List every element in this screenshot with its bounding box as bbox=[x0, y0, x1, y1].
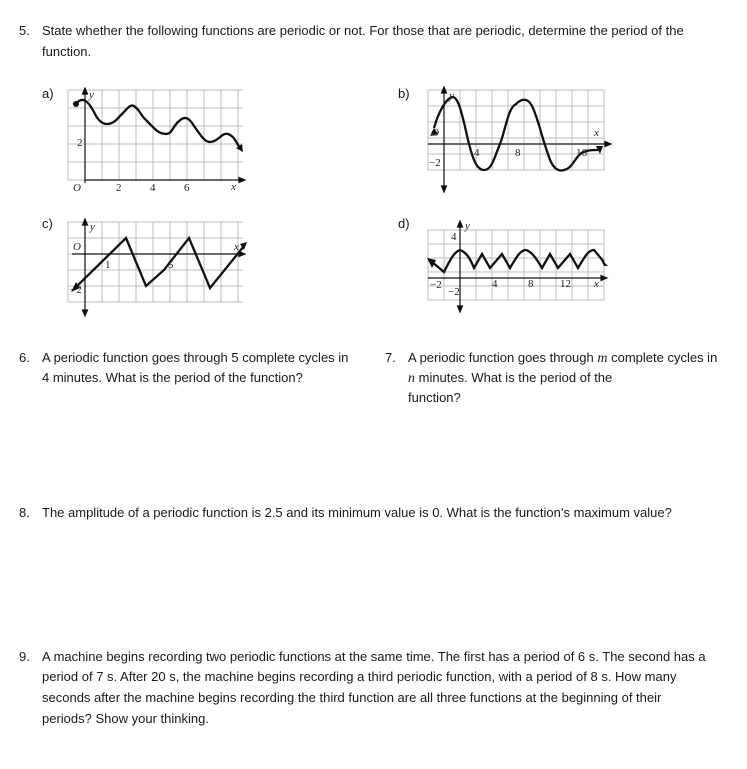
x-axis-label: x bbox=[594, 127, 599, 139]
question-7 bbox=[385, 347, 740, 411]
x-tick-label: 4 bbox=[492, 278, 498, 290]
x-tick-label: 6 bbox=[184, 182, 190, 194]
question-text-line3: seconds after the machine begins recording the third function are all three functions at the beginning of their bbox=[42, 690, 662, 705]
axes bbox=[72, 219, 245, 316]
x-tick-label: 12 bbox=[560, 278, 571, 290]
x-tick-label: 4 bbox=[150, 182, 156, 194]
axes bbox=[428, 87, 611, 192]
variable-n: n bbox=[408, 371, 415, 386]
curve-endpoint bbox=[73, 101, 79, 107]
function-curve bbox=[434, 97, 598, 170]
question-9 bbox=[19, 646, 734, 734]
grid bbox=[68, 90, 243, 180]
x-tick-label: 8 bbox=[515, 147, 521, 159]
variable-m: m bbox=[597, 351, 608, 366]
function-curve bbox=[76, 100, 240, 148]
x-tick-label-negative: −2 bbox=[430, 279, 442, 291]
x-tick-label: 4 bbox=[474, 147, 480, 159]
question-text-line4: periods? Show your thinking. bbox=[42, 711, 209, 726]
grid bbox=[68, 222, 243, 302]
graph-c bbox=[68, 218, 248, 318]
y-axis-label: y bbox=[90, 221, 95, 233]
text-fragment: A periodic function goes through bbox=[408, 350, 598, 365]
y-axis-label: y bbox=[89, 89, 94, 101]
origin-label: O bbox=[73, 241, 81, 253]
origin-label: O bbox=[431, 127, 439, 139]
question-text-line1 bbox=[408, 347, 717, 369]
graph-b-label: b) bbox=[398, 86, 410, 101]
graph-c-label: c) bbox=[42, 216, 53, 231]
function-curve bbox=[75, 238, 244, 288]
question-number: 9. bbox=[19, 649, 30, 664]
question-text-line1: A machine begins recording two periodic functions at the same time. The first has a period of 6 s. The second has a bbox=[42, 649, 706, 664]
question-text-line2: 4 minutes. What is the period of the function? bbox=[42, 370, 303, 385]
x-tick-label: 1 bbox=[105, 259, 111, 271]
y-axis-label: y bbox=[465, 220, 470, 232]
question-text-line3: function? bbox=[408, 390, 461, 405]
x-axis-label: x bbox=[594, 278, 599, 290]
graph-d-label: d) bbox=[398, 216, 410, 231]
question-text-line2 bbox=[408, 367, 612, 389]
y-tick-label: −2 bbox=[429, 157, 441, 169]
x-tick-label: 8 bbox=[528, 278, 534, 290]
question-8 bbox=[19, 502, 734, 526]
text-fragment: complete cycles in bbox=[607, 350, 718, 365]
question-text: The amplitude of a periodic function is 2.5 and its minimum value is 0. What is the function’s maximum value? bbox=[42, 505, 672, 520]
question-number: 5. bbox=[19, 23, 30, 38]
x-tick-label: 16 bbox=[576, 147, 587, 159]
x-tick-label: 5 bbox=[168, 259, 174, 271]
y-tick-label: 2 bbox=[77, 137, 83, 149]
y-tick-label-top: 4 bbox=[451, 231, 457, 243]
question-number: 7. bbox=[385, 350, 396, 365]
y-tick-label: −2 bbox=[70, 284, 82, 296]
function-curve bbox=[432, 250, 604, 272]
question-text-line1: State whether the following functions are periodic or not. For those that are periodic, determine the period of the bbox=[42, 23, 684, 38]
question-6 bbox=[19, 347, 369, 391]
x-axis-label: x bbox=[234, 241, 239, 253]
question-text-line1: A periodic function goes through 5 complete cycles in bbox=[42, 350, 349, 365]
x-tick-label: 2 bbox=[116, 182, 122, 194]
graph-b bbox=[424, 84, 614, 194]
y-axis-label: y bbox=[449, 90, 454, 102]
y-tick-label-bottom: −2 bbox=[448, 286, 460, 298]
graph-a-label: a) bbox=[42, 86, 54, 101]
question-number: 8. bbox=[19, 505, 30, 520]
graph-d bbox=[424, 216, 614, 316]
origin-label: O bbox=[73, 182, 81, 194]
x-axis-label: x bbox=[231, 181, 236, 193]
question-number: 6. bbox=[19, 350, 30, 365]
question-text-line2: period of 7 s. After 20 s, the machine begins recording a third periodic function, with a period of 8 s. How many bbox=[42, 669, 677, 684]
question-text-line2: function. bbox=[42, 44, 92, 59]
graph-a bbox=[68, 86, 248, 196]
text-fragment: minutes. What is the period of the bbox=[415, 370, 613, 385]
